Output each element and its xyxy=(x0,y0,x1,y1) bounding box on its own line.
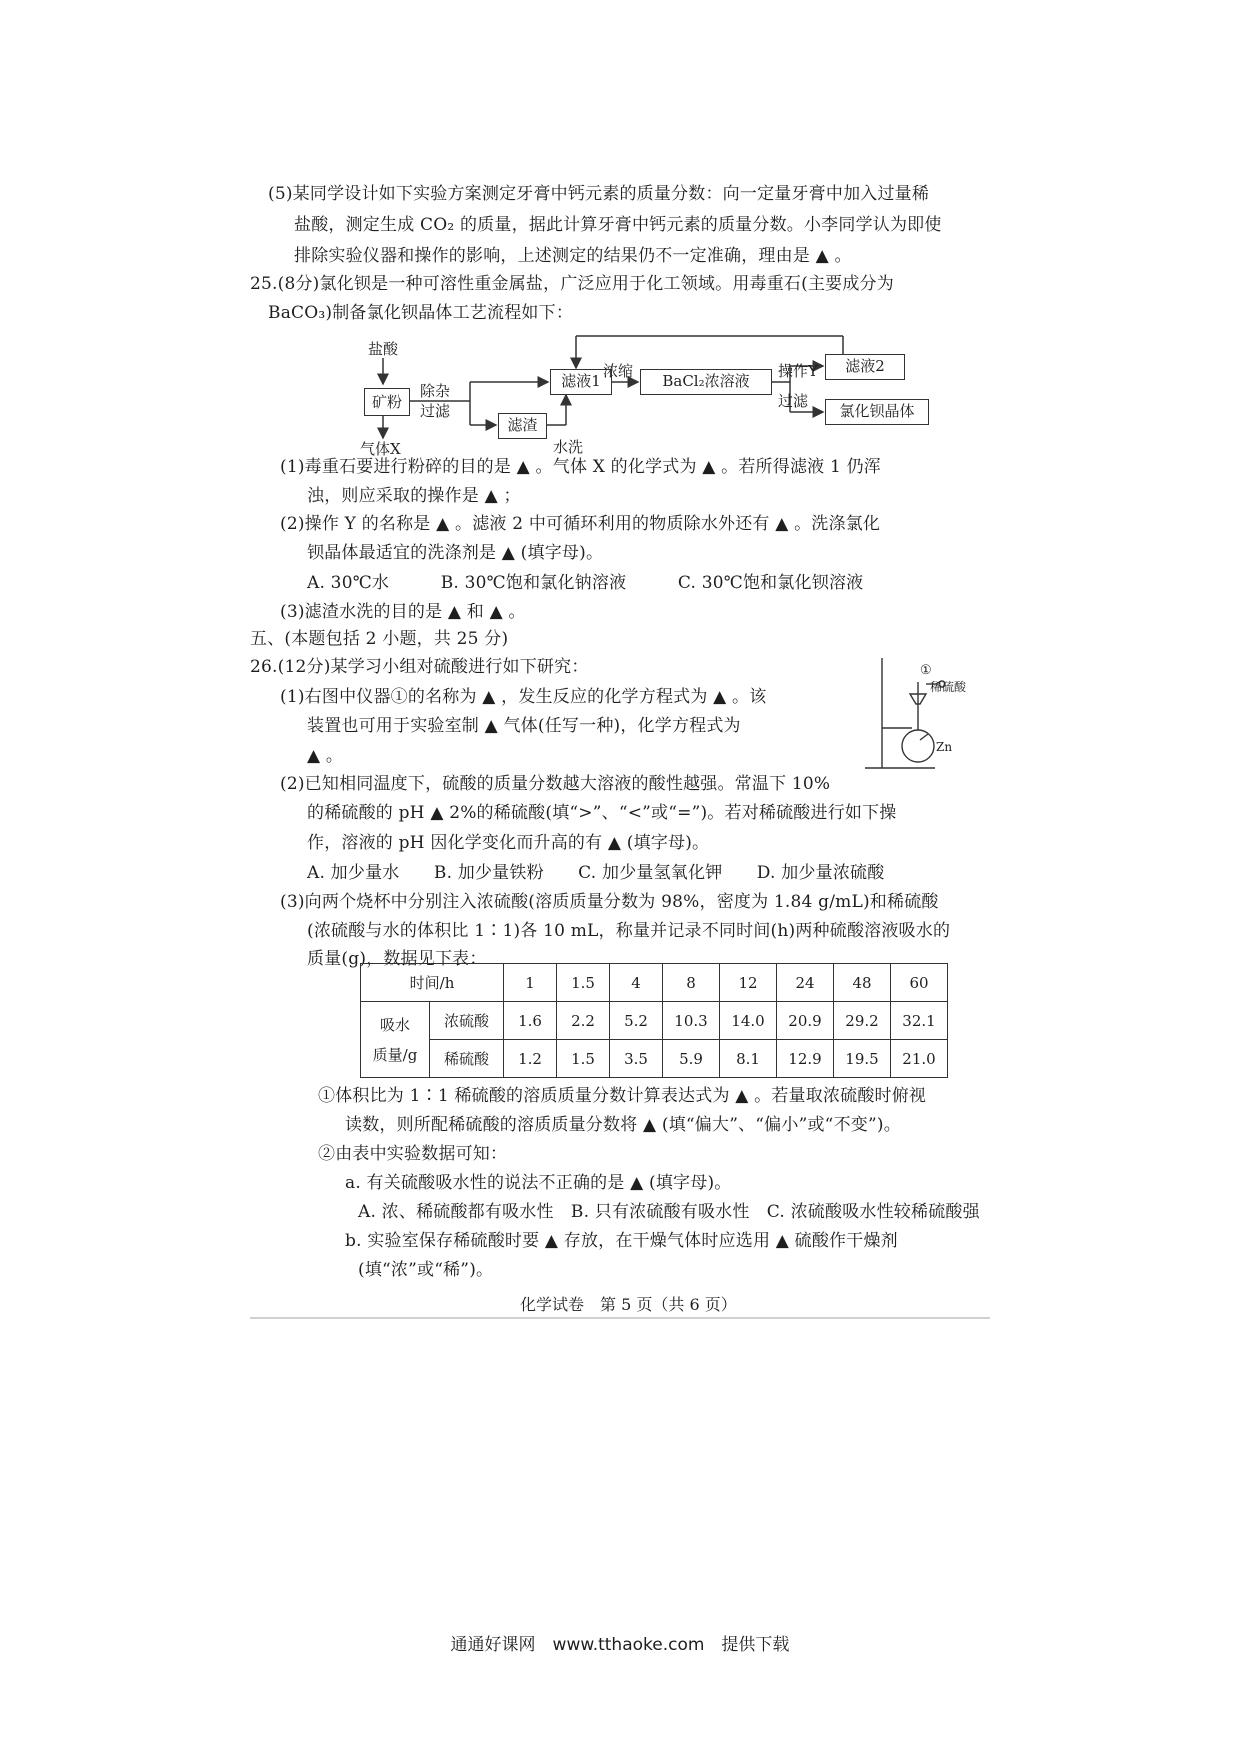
text-line: BaCO₃)制备氯化钡晶体工艺流程如下： xyxy=(268,303,574,323)
table-cell: 60 xyxy=(891,964,948,1002)
table-cell: 21.0 xyxy=(891,1040,948,1078)
data-table xyxy=(360,963,948,1078)
text-line: 盐酸，测定生成 CO₂ 的质量，据此计算牙膏中钙元素的质量分数。小李同学认为即使 xyxy=(294,215,942,235)
group-label-line-1: 吸水 xyxy=(379,1015,410,1034)
text-line: (2)已知相同温度下，硫酸的质量分数越大溶液的酸性越强。常温下 10% xyxy=(280,774,831,794)
text-line: (2)操作 Y 的名称是 ▲ 。滤液 2 中可循环利用的物质除水外还有 ▲ 。洗涤氯化 xyxy=(280,514,881,534)
flow-label-op-y: 操作Y xyxy=(778,362,818,380)
table-cell: 29.2 xyxy=(834,1002,891,1040)
table-cell: 10.3 xyxy=(663,1002,720,1040)
section-heading: 五、(本题包括 2 小题，共 25 分) xyxy=(250,629,509,649)
flow-label-gas-x: 气体X xyxy=(360,440,401,458)
apparatus-label-acid: 稀硫酸 xyxy=(930,680,967,694)
text-line: b. 实验室保存稀硫酸时要 ▲ 存放，在干燥气体时应选用 ▲ 硫酸作干燥剂 xyxy=(345,1231,898,1251)
flow-box-crystal: 氯化钡晶体 xyxy=(825,399,929,425)
table-row-label: 稀硫酸 xyxy=(430,1040,504,1078)
table-cell: 32.1 xyxy=(891,1002,948,1040)
table-cell: 2.2 xyxy=(557,1002,610,1040)
page-footer: 化学试卷 第 5 页（共 6 页） xyxy=(520,1295,737,1314)
apparatus-label-1: ① xyxy=(920,663,932,678)
text-line: ▲ 。 xyxy=(307,746,344,766)
table-group-cell xyxy=(361,1002,430,1078)
text-line: 的稀硫酸的 pH ▲ 2%的稀硫酸(填“>”、“<”或“=”)。若对稀硫酸进行如下操 xyxy=(307,803,897,823)
text-line: 作，溶液的 pH 因化学变化而升高的有 ▲ (填字母)。 xyxy=(307,833,710,853)
text-line: A. 加少量水 B. 加少量铁粉 C. 加少量氢氧化钾 D. 加少量浓硫酸 xyxy=(307,863,885,883)
table-cell: 4 xyxy=(610,964,663,1002)
table-cell: 14.0 xyxy=(720,1002,777,1040)
text-line: 质量(g)，数据见下表： xyxy=(307,949,487,969)
table-cell: 3.5 xyxy=(610,1040,663,1078)
flow-box-filtrate2: 滤液2 xyxy=(825,354,905,380)
text-line: (1)右图中仪器①的名称为 ▲ ，发生反应的化学方程式为 ▲ 。该 xyxy=(280,687,767,707)
text-line: ②由表中实验数据可知： xyxy=(318,1144,508,1164)
text-line: (3)滤渣水洗的目的是 ▲ 和 ▲ 。 xyxy=(280,602,526,622)
table-cell: 48 xyxy=(834,964,891,1002)
table-cell: 1.5 xyxy=(557,1040,610,1078)
text-line: (3)向两个烧杯中分别注入浓硫酸(溶质质量分数为 98%，密度为 1.84 g/mL)和稀硫酸 xyxy=(280,892,939,912)
text-line: (1)毒重石要进行粉碎的目的是 ▲ 。气体 X 的化学式为 ▲ 。若所得滤液 1 仍浑 xyxy=(280,457,881,477)
table-cell: 8 xyxy=(663,964,720,1002)
flow-label-water-wash: 水洗 xyxy=(553,438,584,456)
text-line: (填“浓”或“稀”)。 xyxy=(358,1260,494,1280)
text-line: 排除实验仪器和操作的影响，上述测定的结果仍不一定准确，理由是 ▲ 。 xyxy=(294,246,852,266)
table-row xyxy=(361,1002,948,1040)
flow-label-concentrate: 浓缩 xyxy=(603,362,634,380)
flow-box-residue: 滤渣 xyxy=(498,413,547,439)
text-line: 钡晶体最适宜的洗涤剂是 ▲ (填字母)。 xyxy=(307,543,604,563)
flow-box-filtrate1: 滤液1 xyxy=(550,369,612,395)
flow-label-impurity: 除杂 xyxy=(420,382,451,400)
text-line: ①体积比为 1∶1 稀硫酸的溶质质量分数计算表达式为 ▲ 。若量取浓硫酸时俯视 xyxy=(318,1086,927,1106)
table-cell: 5.2 xyxy=(610,1002,663,1040)
text-line: A. 30℃水 B. 30℃饱和氯化钠溶液 C. 30℃饱和氯化钡溶液 xyxy=(307,573,864,593)
table-cell: 20.9 xyxy=(777,1002,834,1040)
text-line: (5)某同学设计如下实验方案测定牙膏中钙元素的质量分数：向一定量牙膏中加入过量稀 xyxy=(268,184,930,204)
site-watermark: 通通好课网 www.tthaoke.com 提供下载 xyxy=(450,1635,790,1655)
text-line: (浓硫酸与水的体积比 1∶1)各 10 mL，称量并记录不同时间(h)两种硫酸溶液吸水的 xyxy=(307,921,951,941)
apparatus-figure xyxy=(860,650,970,775)
table-cell: 1.6 xyxy=(504,1002,557,1040)
flow-box-ore: 矿粉 xyxy=(364,388,410,416)
text-line: 浊，则应采取的操作是 ▲ ； xyxy=(307,486,521,506)
table-cell: 24 xyxy=(777,964,834,1002)
table-cell: 19.5 xyxy=(834,1040,891,1078)
text-line: a. 有关硫酸吸水性的说法不正确的是 ▲ (填字母)。 xyxy=(345,1173,732,1193)
flow-box-bacl2: BaCl₂浓溶液 xyxy=(640,369,772,395)
table-cell: 5.9 xyxy=(663,1040,720,1078)
text-line: 读数，则所配稀硫酸的溶质质量分数将 ▲ (填“偏大”、“偏小”或“不变”)。 xyxy=(345,1115,901,1135)
text-line: 装置也可用于实验室制 ▲ 气体(任写一种)，化学方程式为 xyxy=(307,716,741,736)
text-line: 26.(12分)某学习小组对硫酸进行如下研究： xyxy=(250,657,589,677)
table-cell: 12.9 xyxy=(777,1040,834,1078)
table-cell: 1.2 xyxy=(504,1040,557,1078)
table-row xyxy=(361,1040,948,1078)
table-cell: 1 xyxy=(504,964,557,1002)
group-label-line-2: 质量/g xyxy=(372,1045,418,1064)
flow-label-filter-2: 过滤 xyxy=(778,392,809,410)
table-row-label: 浓硫酸 xyxy=(430,1002,504,1040)
flow-label-filter: 过滤 xyxy=(420,402,451,420)
table-row xyxy=(361,964,948,1002)
table-cell: 1.5 xyxy=(557,964,610,1002)
flow-label-hcl: 盐酸 xyxy=(368,340,399,358)
table-cell: 12 xyxy=(720,964,777,1002)
text-line: 25.(8分)氯化钡是一种可溶性重金属盐，广泛应用于化工领域。用毒重石(主要成分为 xyxy=(250,274,894,294)
table-cell: 8.1 xyxy=(720,1040,777,1078)
table-header-cell: 时间/h xyxy=(361,964,504,1002)
text-line: A. 浓、稀硫酸都有吸水性 B. 只有浓硫酸有吸水性 C. 浓硫酸吸水性较稀硫酸强 xyxy=(358,1202,980,1222)
apparatus-label-zn: Zn xyxy=(936,740,953,754)
apparatus-drawing xyxy=(860,650,970,775)
footer-rule xyxy=(250,1317,990,1319)
